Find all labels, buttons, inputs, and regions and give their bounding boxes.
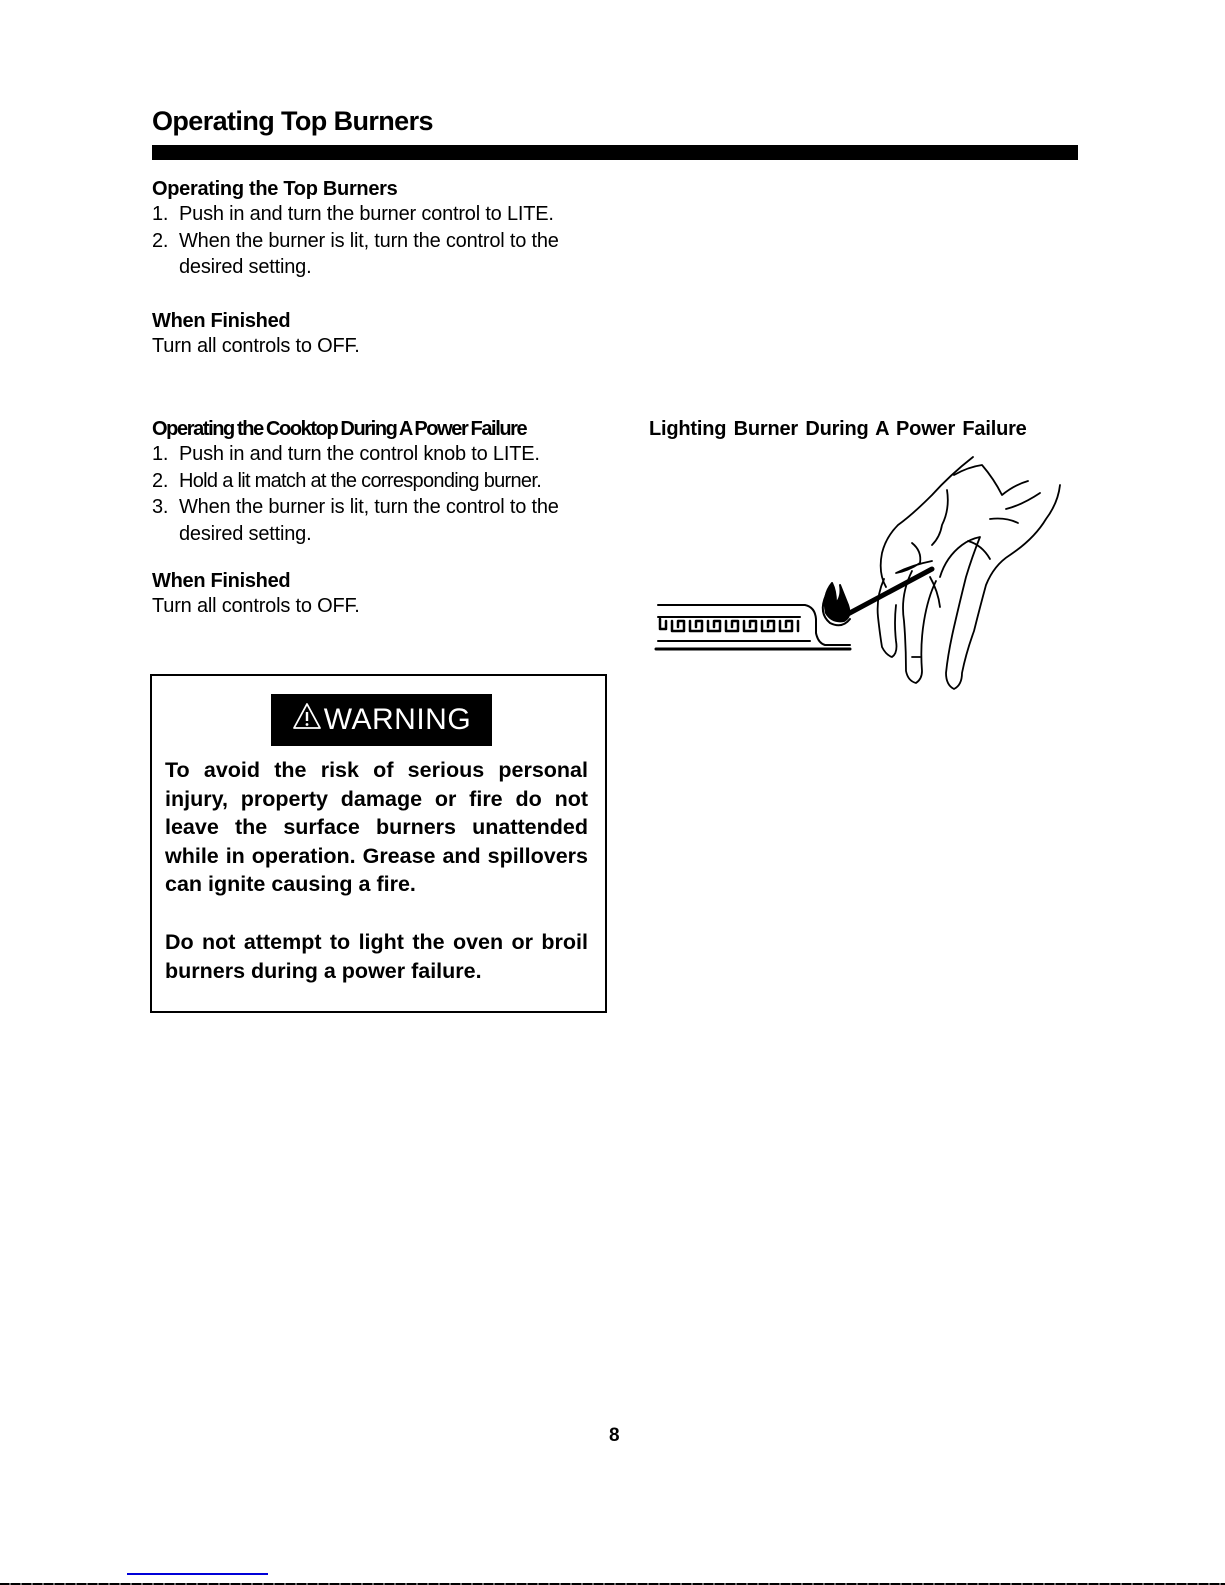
page-title: Operating Top Burners — [152, 106, 433, 136]
list-item — [152, 494, 622, 547]
step-number: 2. — [152, 469, 169, 492]
step-text: When the burner is lit, turn the control to the desired setting. — [179, 496, 559, 545]
hand-lighting-burner-illustration — [650, 445, 1070, 710]
step-text: Hold a lit match at the corresponding burner. — [179, 469, 542, 492]
when-finished-block — [152, 570, 360, 620]
section-top-burners — [152, 178, 622, 281]
page-number: 8 — [609, 1425, 620, 1446]
step-number: 1. — [152, 443, 169, 465]
section-heading: Operating the Top Burners — [152, 178, 398, 200]
step-number: 3. — [152, 496, 169, 518]
when-finished-text: Turn all controls to OFF. — [152, 595, 360, 617]
step-number: 1. — [152, 203, 169, 225]
step-text: Push in and turn the burner control to LITE. — [179, 203, 554, 225]
warning-box — [150, 674, 607, 1013]
warning-paragraph: Do not attempt to light the oven or broil burners during a power failure. — [165, 930, 588, 983]
warning-triangle-icon — [292, 702, 324, 738]
when-finished-block — [152, 310, 360, 360]
warning-paragraph: To avoid the risk of serious personal injury, property damage or fire do not leave the surface burners unattended while in operation. Grease and spillovers can ignite causing a fire. — [165, 758, 588, 896]
list-item — [152, 441, 622, 468]
list-item — [152, 201, 622, 228]
list-item — [152, 228, 622, 281]
steps-list — [152, 201, 622, 281]
section-power-failure — [152, 418, 622, 547]
step-text: Push in and turn the control knob to LITE. — [179, 443, 540, 465]
when-finished-heading: When Finished — [152, 310, 291, 332]
hand-icon — [878, 457, 1060, 689]
when-finished-text: Turn all controls to OFF. — [152, 335, 360, 357]
step-text: When the burner is lit, turn the control to the desired setting. — [179, 229, 559, 278]
illustration-title: Lighting Burner During A Power Failure — [649, 418, 1027, 440]
burner-grate-icon — [656, 605, 850, 649]
footer-link[interactable] — [127, 1573, 268, 1575]
section-heading: Operating the Cooktop During A Power Failure — [152, 418, 527, 440]
list-item — [152, 468, 622, 495]
title-rule-divider — [152, 145, 1078, 160]
when-finished-heading: When Finished — [152, 570, 291, 592]
warning-badge — [271, 694, 492, 746]
step-number: 2. — [152, 229, 169, 252]
steps-list — [152, 441, 622, 547]
warning-label: WARNING — [323, 703, 472, 736]
